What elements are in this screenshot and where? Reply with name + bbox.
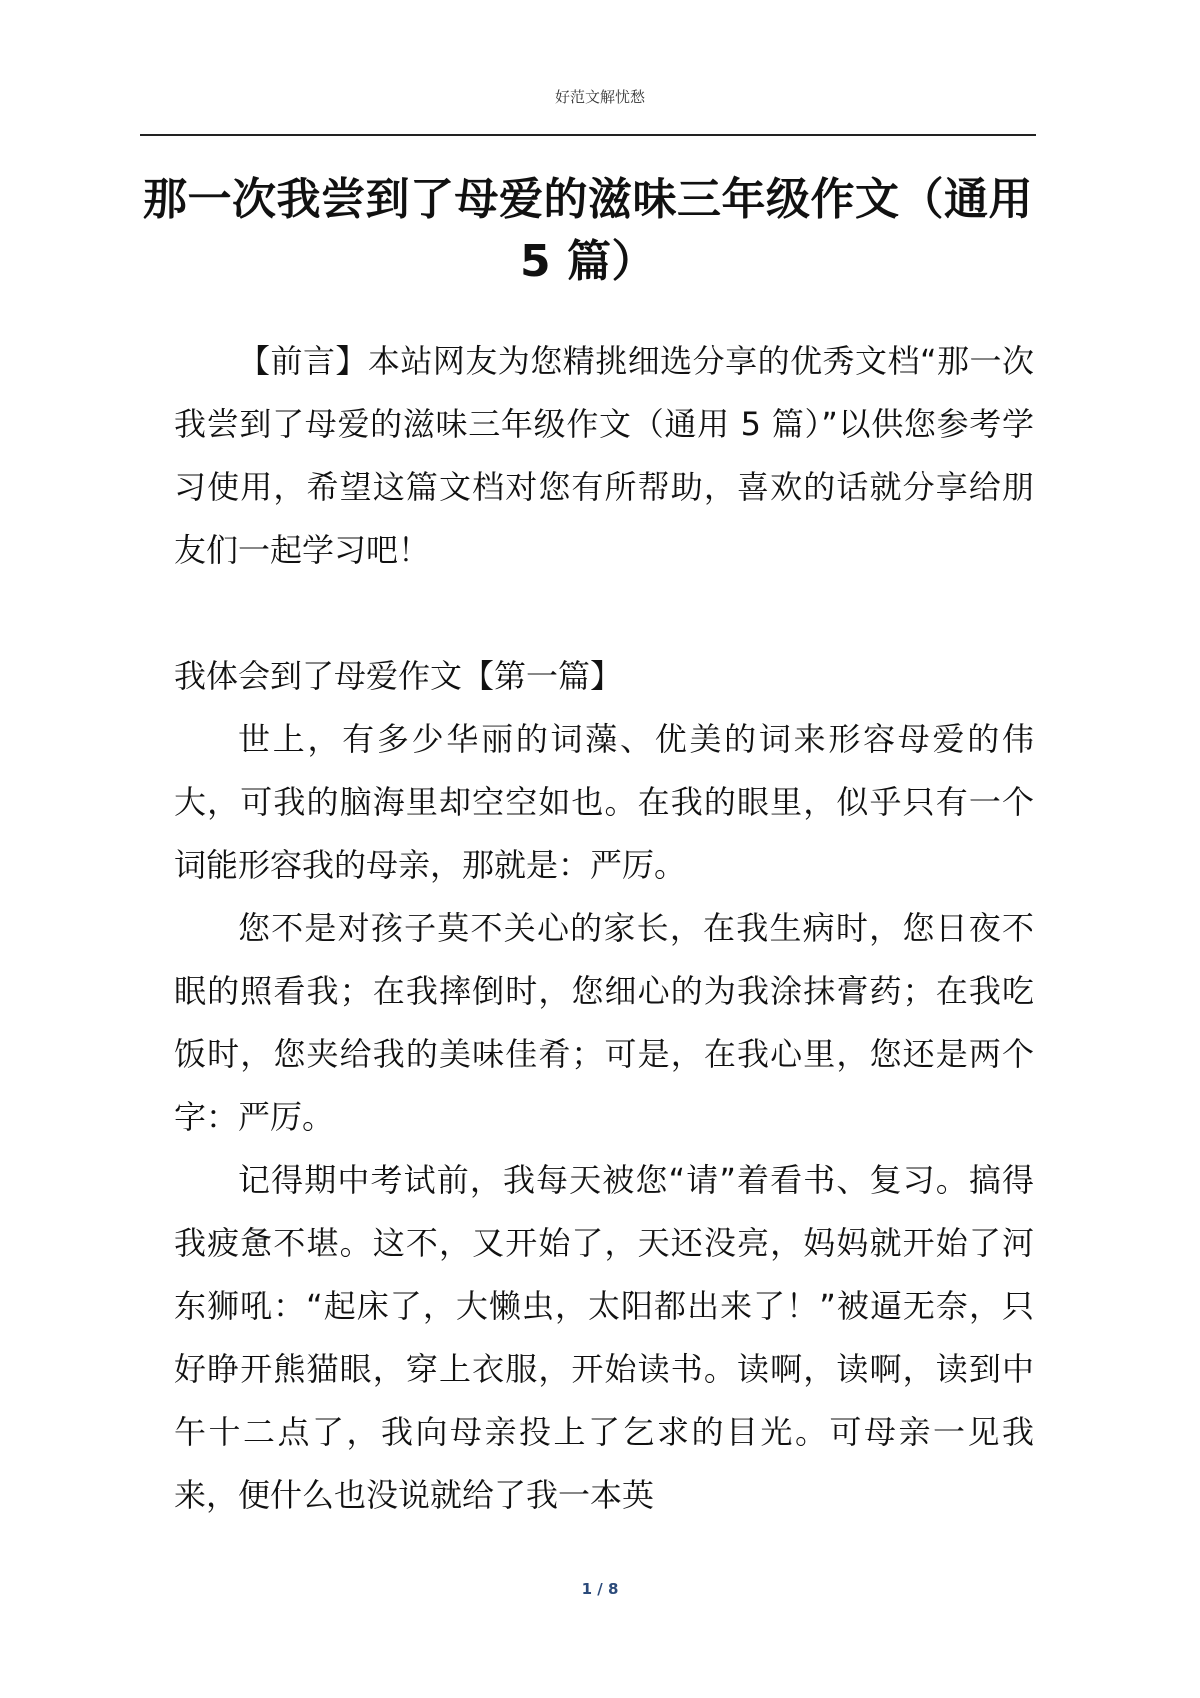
body-paragraph: 记得期中考试前，我每天被您“请”着看书、复习。搞得我疲惫不堪。这不，又开始了，天还没亮，妈妈就开始了河东狮吼：“起床了，大懒虫，太阳都出来了！”被逼无奈，只好睁开熊猫眼，穿上衣服，开始读书。读啊，读啊，读到中午十二点了，我向母亲投上了乞求的目光。可母亲一见我来，便什么也没说就给了我一本英 bbox=[174, 1161, 1034, 1514]
intro-paragraph: 【前言】本站网友为您精挑细选分享的优秀文档“那一次我尝到了母爱的滋味三年级作文（通用 5 篇）”以供您参考学习使用，希望这篇文档对您有所帮助，喜欢的话就分享给朋友们一起学习吧！ bbox=[174, 342, 1034, 569]
running-header: 好范文解忧愁 bbox=[554, 88, 645, 106]
body-paragraph: 世上，有多少华丽的词藻、优美的词来形容母爱的伟大，可我的脑海里却空空如也。在我的眼里，似乎只有一个词能形容我的母亲，那就是：严厉。 bbox=[174, 720, 1034, 884]
document-body bbox=[174, 330, 1034, 1527]
body-paragraph: 您不是对孩子莫不关心的家长，在我生病时，您日夜不眠的照看我；在我摔倒时，您细心的为我涂抹膏药；在我吃饭时，您夹给我的美味佳肴；可是，在我心里，您还是两个字：严厉。 bbox=[174, 909, 1034, 1136]
page-number: 1 / 8 bbox=[581, 1580, 619, 1598]
document-title: 那一次我尝到了母爱的滋味三年级作文（通用 5 篇） bbox=[143, 174, 1033, 288]
header-divider bbox=[140, 134, 1036, 136]
section-heading: 我体会到了母爱作文【第一篇】 bbox=[174, 657, 623, 695]
